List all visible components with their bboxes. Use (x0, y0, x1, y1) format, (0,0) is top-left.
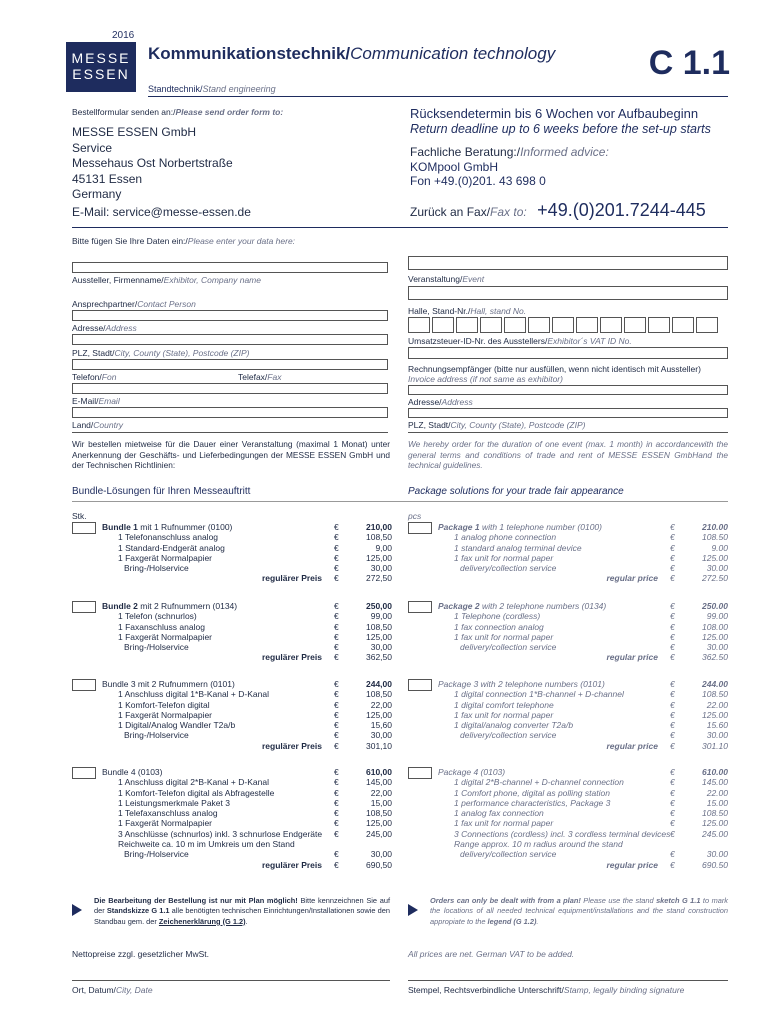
bundle-item: Bring-/Holservice (124, 849, 189, 860)
bundle-heading: Package 3 with 2 telephone numbers (0101) (438, 679, 605, 689)
price-row: € 30.00 (670, 849, 728, 860)
regular-price-label: regulärer Preis (261, 859, 322, 870)
bundle-item: Reichweite ca. 10 m im Umkreis um den Stand (118, 839, 295, 850)
qty-label-de: Stk. (72, 511, 87, 521)
price-row (334, 839, 392, 849)
price-row: € 125,00 (334, 709, 392, 720)
vat-label: Umsatzsteuer-ID-Nr. des Ausstellers/Exhibitor´s VAT ID No. (408, 336, 632, 346)
bundle-item: 1 analog phone connection (454, 532, 557, 543)
section-title-en: Package solutions for your trade fair appearance (408, 486, 624, 497)
logo-line-1: MESSE (71, 50, 131, 66)
bundle-item: 1 fax connection analog (454, 621, 544, 632)
price-row: € 22,00 (334, 699, 392, 710)
price-row: € 362,50 (334, 652, 392, 663)
price-row: € 30.00 (670, 642, 728, 653)
invoice-label-de: Rechnungsempfänger (bitte nur ausfüllen, wenn nicht identisch mit Aussteller) (408, 364, 701, 374)
form-code: C 1.1 (648, 44, 730, 82)
price-row: € 125.00 (670, 631, 728, 642)
price-row: € 30,00 (334, 563, 392, 574)
bundle-item: 1 Faxgerät Normalpapier (118, 552, 213, 563)
advisor-company: KOMpool GmbH (410, 160, 499, 174)
bundle-item: 1 Faxanschluss analog (118, 621, 205, 632)
bundle-description (102, 601, 328, 663)
price-column (670, 522, 728, 584)
quantity-input[interactable] (72, 601, 96, 613)
bundle-item: 1 Faxgerät Normalpapier (118, 709, 213, 720)
price-row: € 210,00 (334, 522, 392, 532)
fax-return: Zurück an Fax/Fax to: +49.(0)201.7244-445 (410, 200, 706, 220)
terms-en: We hereby order for the duration of one event (max. 1 month) in accordancewith the general terms and conditions of trade and rent of MESSE ESSEN GmbHand the technical guidelines. (408, 439, 728, 470)
contact-label: Ansprechpartner/Contact Person (72, 299, 196, 309)
invoice-input[interactable] (408, 385, 728, 395)
bundle-item: 1 digital comfort telephone (454, 699, 554, 710)
hall-label: Halle, Stand-Nr./Hall, stand No. (408, 306, 527, 316)
price-row: € 610.00 (670, 767, 728, 777)
bundle-item: Bring-/Holservice (124, 563, 189, 574)
price-row: € 22.00 (670, 787, 728, 798)
country-label: Land/Country (72, 420, 124, 430)
vat-note-en: All prices are net. German VAT to be added. (408, 949, 575, 959)
price-row: € 125.00 (670, 818, 728, 829)
bundle-item: 1 digital connection 1*B-channel + D-channel (454, 689, 624, 700)
event-input-2[interactable] (408, 286, 728, 300)
bundle-item: 1 Komfort-Telefon digital (118, 699, 210, 710)
bundle-item: 1 Telefon (schnurlos) (118, 611, 197, 622)
price-row: € 125.00 (670, 552, 728, 563)
send-to-label: Bestellformular senden an:/Please send order form to: (72, 107, 284, 117)
regular-price-label: regular price (606, 740, 658, 751)
sender-address: MESSE ESSEN GmbH Service Messehaus Ost Norbertstraße 45131 Essen Germany (72, 125, 233, 201)
email-input[interactable] (72, 407, 388, 418)
price-row: € 9,00 (334, 542, 392, 553)
quantity-input[interactable] (72, 679, 96, 691)
vat-id-cells[interactable] (408, 317, 720, 333)
price-row: € 30.00 (670, 563, 728, 574)
price-row: € 108.00 (670, 621, 728, 632)
arrow-icon (408, 904, 418, 916)
bundle-item: 1 Faxgerät Normalpapier (118, 818, 213, 829)
price-column (334, 522, 392, 584)
bundle-description (102, 767, 328, 870)
price-column (670, 767, 728, 870)
price-row: € 108.50 (670, 689, 728, 700)
bundle-item: 1 Leistungsmerkmale Paket 3 (118, 797, 230, 808)
price-row: € 301.10 (670, 740, 728, 751)
bundle-item: delivery/collection service (460, 730, 557, 741)
price-row: € 690,50 (334, 859, 392, 870)
bundle-heading: Bundle 2 mit 2 Rufnummern (0134) (102, 601, 238, 611)
year: 2016 (112, 30, 135, 41)
bundle-item: 1 Komfort-Telefon digital als Abfragestelle (118, 787, 275, 798)
price-row: € 690.50 (670, 859, 728, 870)
price-row: € 15.60 (670, 720, 728, 731)
country-line (72, 432, 388, 433)
price-row: € 125,00 (334, 818, 392, 829)
price-row: € 245,00 (334, 828, 392, 839)
address-label: Adresse/Address (72, 323, 137, 333)
bundle-description (438, 601, 664, 663)
signature-line (408, 980, 728, 981)
bundle-description (102, 522, 328, 584)
price-row: € 250,00 (334, 601, 392, 611)
date-label: Ort, Datum/City, Date (72, 985, 153, 995)
bundle-item: 1 Telefaxanschluss analog (118, 808, 218, 819)
price-row: € 15.00 (670, 797, 728, 808)
deadline-de: Rücksendetermin bis 6 Wochen vor Aufbaubeginn (410, 106, 699, 121)
invoice-city-label: PLZ, Stadt/City, County (State), Postcode (ZIP) (408, 420, 586, 430)
price-row: € 22,00 (334, 787, 392, 798)
qty-label-en: pcs (408, 511, 422, 521)
advisor (410, 160, 546, 188)
bundle-item: Range approx. 10 m radius around the stand (454, 839, 623, 850)
terms-de: Wir bestellen mietweise für die Dauer einer Veranstaltung (maximal 1 Monat) unter Anerkennung der Geschäfts- und Lieferbedingungen der MESSE ESSEN GmbH und der Technischen Richtlinien: (72, 439, 390, 470)
price-row: € 99,00 (334, 611, 392, 622)
bundle-item: 1 Digital/Analog Wandler T2a/b (118, 720, 236, 731)
price-row: € 210.00 (670, 522, 728, 532)
phone-label: Telefon/Fon (72, 372, 117, 382)
invoice-address-input[interactable] (408, 408, 728, 418)
bundle-item: 1 fax unit for normal paper (454, 552, 554, 563)
bundle-heading: Package 4 (0103) (438, 767, 506, 777)
quantity-input[interactable] (72, 767, 96, 779)
phone-fax-input[interactable] (72, 383, 388, 394)
header-rule (148, 96, 728, 97)
exhibitor-label: Aussteller, Firmenname/Exhibitor, Company name (72, 275, 261, 285)
advice-label: Fachliche Beratung:/Informed advice: (410, 145, 609, 159)
exhibitor-input[interactable] (72, 262, 388, 273)
regular-price-label: regular price (606, 652, 658, 663)
bundle-item: 1 fax unit for normal paper (454, 709, 554, 720)
bundle-heading: Bundle 1 mit 1 Rufnummer (0100) (102, 522, 233, 532)
price-row: € 99.00 (670, 611, 728, 622)
price-row: € 272,50 (334, 573, 392, 584)
regular-price-label: regular price (606, 859, 658, 870)
price-column (670, 601, 728, 663)
bundle-item: 1 Anschluss digital 1*B-Kanal + D-Kanal (118, 689, 269, 700)
price-row: € 250.00 (670, 601, 728, 611)
price-row: € 30.00 (670, 730, 728, 741)
price-row: € 22.00 (670, 699, 728, 710)
price-column (334, 601, 392, 663)
city-label: PLZ, Stadt/City, County (State), Postcode (ZIP) (72, 348, 250, 358)
bundle-item: Bring-/Holservice (124, 642, 189, 653)
quantity-input[interactable] (408, 767, 432, 779)
fax-number: +49.(0)201.7244-445 (537, 200, 706, 220)
price-row: € 244,00 (334, 679, 392, 689)
price-row: € 245.00 (670, 828, 728, 839)
event-label: Veranstaltung/Event (408, 274, 485, 284)
date-line (72, 980, 390, 981)
price-row: € 9.00 (670, 542, 728, 553)
quantity-input[interactable] (408, 601, 432, 613)
price-row: € 125.00 (670, 709, 728, 720)
telefax-label: Telefax/Fax (238, 372, 282, 382)
price-row: € 15,60 (334, 720, 392, 731)
deadline-en: Return deadline up to 6 weeks before the set-up starts (410, 122, 711, 136)
price-row (670, 839, 728, 849)
title-en: Communication technology (350, 44, 556, 63)
price-row: € 30,00 (334, 642, 392, 653)
page-title (148, 44, 555, 64)
bundle-item: delivery/collection service (460, 642, 557, 653)
logo-line-2: ESSEN (72, 66, 130, 82)
price-row: € 15,00 (334, 797, 392, 808)
note-de: Die Bearbeitung der Bestellung ist nur mit Plan möglich! Bitte kennzeichnen Sie auf der Standskizze G 1.1 alle benötigten technischen Einrichtungen/Installationen sowie den Standbau gem. der Zeichenerklärung (G 1.2). (94, 896, 390, 926)
regular-price-label: regular price (606, 573, 658, 584)
price-row: € 610,00 (334, 767, 392, 777)
city-input[interactable] (72, 359, 388, 370)
bundle-item: delivery/collection service (460, 849, 557, 860)
price-row: € 30,00 (334, 730, 392, 741)
price-row: € 125,00 (334, 631, 392, 642)
page-subtitle: Standtechnik/Stand engineering (148, 84, 276, 94)
vat-note-de: Nettopreise zzgl. gesetzlicher MwSt. (72, 949, 209, 959)
bundle-description (438, 679, 664, 751)
price-row: € 108.50 (670, 532, 728, 543)
bundle-heading: Package 2 with 2 telephone numbers (0134) (438, 601, 607, 611)
bundle-item: 1 Anschluss digital 2*B-Kanal + D-Kanal (118, 777, 269, 788)
bundle-item: 1 Standard-Endgerät analog (118, 542, 225, 553)
bundle-item: Bring-/Holservice (124, 730, 189, 741)
invoice-address-label: Adresse/Address (408, 397, 473, 407)
bundle-item: 1 Telephone (cordless) (454, 611, 541, 622)
section-rule (72, 501, 728, 502)
title-de: Kommunikationstechnik/ (148, 44, 351, 63)
regular-price-label: regulärer Preis (261, 740, 322, 751)
bundle-item: 1 digital 2*B-channel + D-channel connection (454, 777, 624, 788)
advisor-phone: Fon +49.(0)201. 43 698 0 (410, 174, 546, 188)
bundle-description (438, 522, 664, 584)
signature-label: Stempel, Rechtsverbindliche Unterschrift/Stamp, legally binding signature (408, 985, 685, 995)
price-row: € 108.50 (670, 808, 728, 819)
price-row: € 244.00 (670, 679, 728, 689)
quantity-input[interactable] (408, 522, 432, 534)
bundle-heading: Package 1 with 1 telephone number (0100) (438, 522, 602, 532)
bundle-item: 3 Connections (cordless) incl. 3 cordless terminal devices (454, 828, 671, 839)
sender-email: E-Mail: service@messe-essen.de (72, 205, 251, 219)
bundle-description (438, 767, 671, 870)
bundle-item: 1 standard analog terminal device (454, 542, 582, 553)
price-row: € 108,50 (334, 689, 392, 700)
messe-essen-logo (66, 42, 136, 92)
invoice-label-en: Invoice address (if not same as exhibitor) (408, 374, 563, 384)
bundle-item: 1 fax unit for normal paper (454, 818, 554, 829)
price-column (334, 679, 392, 751)
bundle-item: 1 Telefonanschluss analog (118, 532, 219, 543)
price-row: € 362.50 (670, 652, 728, 663)
email-label: E-Mail/Email (72, 396, 120, 406)
price-row: € 125,00 (334, 552, 392, 563)
bundle-item: 3 Anschlüsse (schnurlos) inkl. 3 schnurlose Endgeräte (118, 828, 323, 839)
vat-input[interactable] (408, 347, 728, 359)
bundle-item: 1 performance characteristics, Package 3 (454, 797, 611, 808)
bundle-item: 1 digital/analog converter T2a/b (454, 720, 574, 731)
section-title-de: Bundle-Lösungen für Ihren Messeauftritt (72, 486, 251, 497)
bundle-item: 1 fax unit for normal paper (454, 631, 554, 642)
invoice-city-line (408, 432, 728, 433)
quantity-input[interactable] (72, 522, 96, 534)
bundle-item: 1 analog fax connection (454, 808, 544, 819)
price-row: € 301,10 (334, 740, 392, 751)
address-input[interactable] (72, 334, 388, 345)
price-row: € 30,00 (334, 849, 392, 860)
price-column (670, 679, 728, 751)
bundle-heading: Bundle 3 mit 2 Rufnummern (0101) (102, 679, 235, 689)
bundle-description (102, 679, 328, 751)
regular-price-label: regulärer Preis (261, 652, 322, 663)
bundle-heading: Bundle 4 (0103) (102, 767, 163, 777)
bundle-item: delivery/collection service (460, 563, 557, 574)
price-row: € 145.00 (670, 777, 728, 788)
note-en: Orders can only be dealt with from a plan! Please use the stand sketch G 1.1 to mark the locations of all needed technical equipment/installations and the stand construction appropiate to the legend (G 1.2). (430, 896, 728, 926)
price-row: € 145,00 (334, 777, 392, 788)
price-row: € 272.50 (670, 573, 728, 584)
price-row: € 108,50 (334, 808, 392, 819)
price-row: € 108,50 (334, 621, 392, 632)
bundle-item: 1 Comfort phone, digital as polling station (454, 787, 610, 798)
data-prompt: Bitte fügen Sie Ihre Daten ein:/Please enter your data here: (72, 236, 296, 246)
contact-input[interactable] (72, 310, 388, 321)
arrow-icon (72, 904, 82, 916)
event-input[interactable] (408, 256, 728, 270)
price-column (334, 767, 392, 870)
bundle-item: 1 Faxgerät Normalpapier (118, 631, 213, 642)
regular-price-label: regulärer Preis (261, 573, 322, 584)
divider (72, 227, 728, 228)
price-row: € 108,50 (334, 532, 392, 543)
quantity-input[interactable] (408, 679, 432, 691)
